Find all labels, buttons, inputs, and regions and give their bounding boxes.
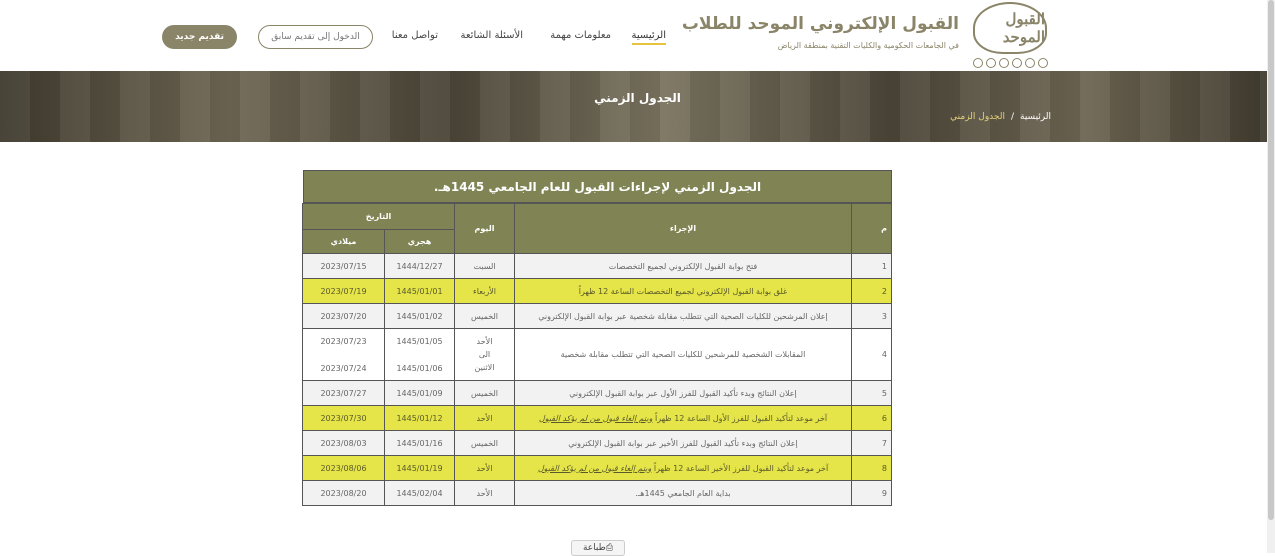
brand-subtitle: في الجامعات الحكومية والكليات التقنية بمنطقة الرياض <box>777 41 959 50</box>
table-row <box>302 456 891 481</box>
header-date: التاريخ <box>302 204 454 230</box>
table-row <box>302 279 891 304</box>
row-action: بداية العام الجامعي 1445هـ. <box>515 481 852 506</box>
row-action: المقابلات الشخصية للمرشحين للكليات الصحية التي تتطلب مقابلة شخصية <box>515 329 852 381</box>
row-num: 1 <box>852 254 892 279</box>
nav-home[interactable]: الرئيسية <box>632 30 666 45</box>
row-action <box>515 456 852 481</box>
table-row <box>302 304 891 329</box>
header-day: اليوم <box>455 204 515 254</box>
breadcrumb-home[interactable]: الرئيسية <box>1020 112 1051 122</box>
row-num: 4 <box>852 329 892 381</box>
table-row <box>302 381 891 406</box>
breadcrumb-current: الجدول الزمني <box>950 112 1005 122</box>
partner-logo-icon <box>1012 58 1022 68</box>
print-button[interactable] <box>571 540 625 556</box>
row-day-end: الاثنين <box>474 363 495 372</box>
row-action: إعلان النتائج وبدء تأكيد القبول للفرز الأخير عبر بوابة القبول الإلكتروني <box>515 431 852 456</box>
scrollbar-thumb[interactable] <box>1268 0 1274 520</box>
row-hijri: 1444/12/27 <box>385 254 455 279</box>
row-hijri: 1445/01/01 <box>385 279 455 304</box>
schedule-table <box>302 203 892 506</box>
row-num: 9 <box>852 481 892 506</box>
hero-banner <box>0 71 1275 142</box>
row-gregorian: 2023/08/06 <box>302 456 384 481</box>
row-num: 6 <box>852 406 892 431</box>
vertical-scrollbar[interactable] <box>1267 0 1275 553</box>
row-gregorian <box>302 329 384 381</box>
row-action: إعلان المرشحين للكليات الصحية التي تتطلب مقابلة شخصية عبر بوابة القبول الإلكتروني <box>515 304 852 329</box>
row-action: غلق بوابة القبول الإلكتروني لجميع التخصصات الساعة 12 ظهراً <box>515 279 852 304</box>
print-label: طباعة <box>582 543 606 553</box>
row-hijri: 1445/01/19 <box>385 456 455 481</box>
header-gregorian: ميلادي <box>302 230 384 254</box>
table-caption: الجدول الزمني لإجراءات القبول للعام الجامعي 1445هـ. <box>303 170 892 203</box>
header-hijri: هجري <box>385 230 455 254</box>
row-gregorian: 2023/07/20 <box>302 304 384 329</box>
row-day <box>455 329 515 381</box>
row-num: 7 <box>852 431 892 456</box>
row-day-start: الأحد <box>476 337 493 346</box>
header-num: م <box>852 204 892 254</box>
row-hijri <box>385 329 455 381</box>
row-hijri: 1445/01/02 <box>385 304 455 329</box>
login-previous-application-button[interactable]: الدخول إلى تقديم سابق <box>258 25 373 49</box>
header-action: الإجراء <box>515 204 852 254</box>
breadcrumb-separator: / <box>1010 112 1014 122</box>
row-gregorian: 2023/07/15 <box>302 254 384 279</box>
table-row <box>302 406 891 431</box>
row-gregorian: 2023/07/27 <box>302 381 384 406</box>
row-gregorian: 2023/08/20 <box>302 481 384 506</box>
row-day: الأحد <box>455 406 515 431</box>
table-row <box>302 431 891 456</box>
row-gregorian: 2023/07/19 <box>302 279 384 304</box>
row-gregorian-start: 2023/07/23 <box>320 336 367 346</box>
row-day: الخميس <box>455 431 515 456</box>
row-day-range-sep: الى <box>478 350 491 359</box>
partner-logo-icon <box>973 58 983 68</box>
row-day: الخميس <box>455 304 515 329</box>
nav-contact[interactable]: تواصل معنا <box>391 30 438 41</box>
row-action-emphasis: ويتم إلغاء قبول من لم يؤكد القبول <box>538 413 653 423</box>
logo-seal: القبول الموحد <box>973 2 1047 54</box>
row-hijri-end: 1445/01/06 <box>396 363 443 373</box>
row-day: الخميس <box>455 381 515 406</box>
nav-faq[interactable]: الأسئلة الشائعة <box>460 30 523 41</box>
row-hijri: 1445/01/16 <box>385 431 455 456</box>
nav-important-info[interactable]: معلومات مهمة <box>550 30 611 41</box>
row-hijri: 1445/01/09 <box>385 381 455 406</box>
partner-logo-icon <box>1038 58 1048 68</box>
row-hijri: 1445/01/12 <box>385 406 455 431</box>
row-day: الأحد <box>455 481 515 506</box>
row-spacer <box>307 348 380 362</box>
row-action: فتح بوابة القبول الإلكتروني لجميع التخصصات <box>515 254 852 279</box>
row-day: السبت <box>455 254 515 279</box>
schedule-table-container <box>303 170 892 506</box>
table-row <box>302 254 891 279</box>
row-action-text: آخر موعد لتأكيد القبول للفرز الأخير الساعة 12 ظهراً <box>653 463 829 473</box>
table-row <box>302 481 891 506</box>
row-action-text: آخر موعد لتأكيد القبول للفرز الأول الساعة 12 ظهراً <box>654 413 828 423</box>
row-hijri: 1445/02/04 <box>385 481 455 506</box>
row-action: إعلان النتائج وبدء تأكيد القبول للفرز الأول عبر بوابة القبول الإلكتروني <box>515 381 852 406</box>
table-row <box>302 329 891 381</box>
unified-admission-logo[interactable] <box>968 2 1052 68</box>
printer-icon: ⎙ <box>605 543 614 553</box>
row-num: 2 <box>852 279 892 304</box>
row-action <box>515 406 852 431</box>
breadcrumb <box>950 112 1051 122</box>
partner-logo-icon <box>999 58 1009 68</box>
page-title: الجدول الزمني <box>594 91 681 105</box>
partner-logo-icon <box>986 58 996 68</box>
row-gregorian: 2023/08/03 <box>302 431 384 456</box>
row-gregorian: 2023/07/30 <box>302 406 384 431</box>
partner-logos <box>973 58 1048 68</box>
row-day: الأحد <box>455 456 515 481</box>
top-header <box>0 0 1275 71</box>
partner-logo-icon <box>1025 58 1035 68</box>
brand-title: القبول الإلكتروني الموحد للطلاب <box>681 14 959 34</box>
row-hijri-start: 1445/01/05 <box>396 336 443 346</box>
row-spacer <box>389 348 450 362</box>
row-action-emphasis: ويتم إلغاء قبول من لم يؤكد القبول <box>537 463 652 473</box>
row-num: 5 <box>852 381 892 406</box>
new-application-button[interactable]: تقديم جديد <box>162 25 237 49</box>
row-num: 8 <box>852 456 892 481</box>
row-num: 3 <box>852 304 892 329</box>
row-day: الأربعاء <box>455 279 515 304</box>
row-gregorian-end: 2023/07/24 <box>320 363 367 373</box>
